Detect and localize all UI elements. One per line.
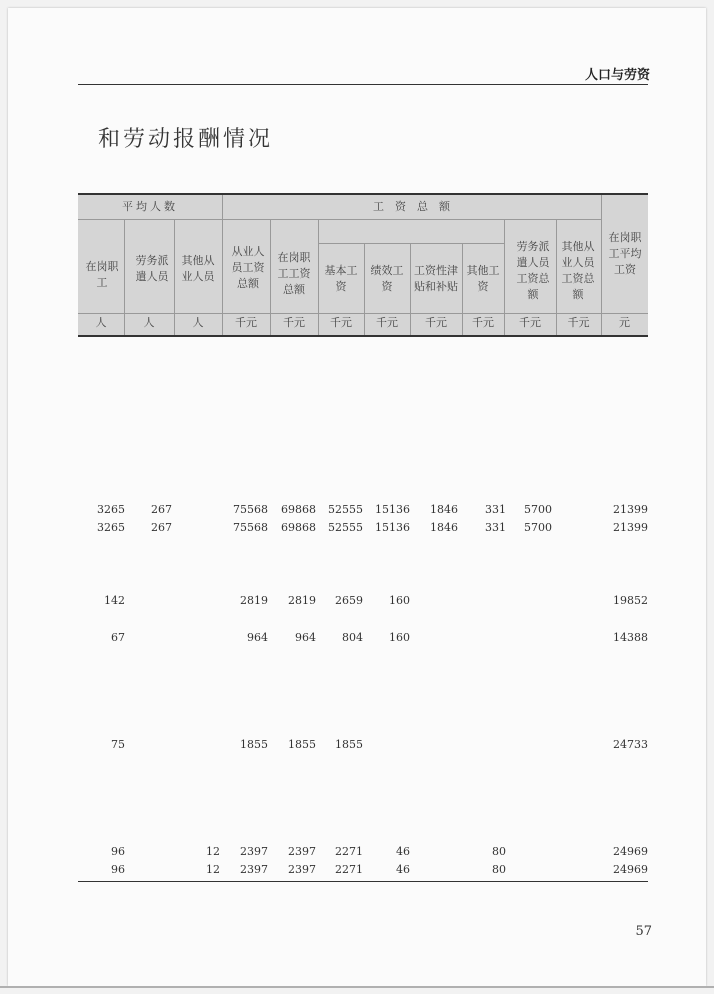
table-cell: 19852 — [613, 594, 648, 607]
header-group-average-count: 平均人数 — [122, 200, 178, 213]
header-line — [504, 219, 505, 335]
table-cell: 75568 — [233, 503, 268, 516]
header-other-employees-wage-text: 其他从业人员工资总额 — [561, 240, 595, 301]
table-cell: 24969 — [613, 845, 648, 858]
unit-total-wage: 千元 — [235, 316, 257, 329]
header-line — [556, 219, 557, 335]
header-line — [174, 219, 175, 335]
header-line — [78, 219, 601, 220]
header-average-wage-text: 在岗职工平均工资 — [608, 231, 642, 276]
header-line — [410, 243, 411, 335]
table-cell: 964 — [295, 631, 316, 644]
header-line — [222, 195, 223, 335]
table-cell: 3265 — [97, 503, 125, 516]
table-cell: 160 — [389, 594, 410, 607]
table-cell: 12 — [206, 863, 220, 876]
header-staff-wage-text: 在岗职工工资总额 — [277, 251, 311, 296]
table-cell: 160 — [389, 631, 410, 644]
table-cell: 2397 — [240, 845, 268, 858]
table-cell: 267 — [151, 521, 172, 534]
header-performance-wage-text: 绩效工资 — [370, 264, 404, 293]
header-allowance — [414, 251, 458, 307]
table-cell: 96 — [111, 863, 125, 876]
table-header — [78, 193, 648, 337]
header-other-employees-wage — [560, 231, 596, 311]
table-cell: 80 — [492, 863, 506, 876]
unit-performance-wage: 千元 — [376, 316, 398, 329]
table-cell: 52555 — [328, 521, 363, 534]
table-cell: 2819 — [288, 594, 316, 607]
table-cell: 80 — [492, 845, 506, 858]
unit-basic-wage: 千元 — [330, 316, 352, 329]
table-cell: 804 — [342, 631, 363, 644]
table-cell: 75 — [111, 738, 125, 751]
table-cell: 12 — [206, 845, 220, 858]
header-other-wage — [466, 259, 500, 299]
table-cell: 2659 — [335, 594, 363, 607]
header-line — [124, 219, 125, 335]
table-cell: 2397 — [288, 845, 316, 858]
unit-staff: 人 — [95, 316, 107, 329]
table-cell: 331 — [485, 521, 506, 534]
unit-allowance: 千元 — [425, 316, 447, 329]
header-allowance-text: 工资性津贴和补贴 — [414, 264, 458, 293]
table-cell: 69868 — [281, 503, 316, 516]
table-cell: 2397 — [288, 863, 316, 876]
header-dispatch-wage-text: 劳务派遣人员工资总额 — [516, 240, 550, 301]
table-cell: 15136 — [375, 503, 410, 516]
table-cell: 1846 — [430, 521, 458, 534]
unit-dispatch: 人 — [143, 316, 155, 329]
table-cell: 1846 — [430, 503, 458, 516]
table-cell: 5700 — [524, 521, 552, 534]
header-other-wage-text: 其他工资 — [466, 264, 500, 293]
header-basic-wage — [324, 259, 358, 299]
header-dispatch-wage — [512, 231, 554, 311]
page — [8, 8, 706, 986]
header-staff-text: 在岗职工 — [85, 260, 119, 289]
table-cell: 24969 — [613, 863, 648, 876]
table-cell: 331 — [485, 503, 506, 516]
header-average-wage — [608, 209, 642, 299]
header-line — [318, 219, 319, 335]
table-cell: 24733 — [613, 738, 648, 751]
header-performance-wage — [370, 259, 404, 299]
table-cell: 267 — [151, 503, 172, 516]
table-cell: 46 — [396, 845, 410, 858]
table-cell: 52555 — [328, 503, 363, 516]
section-label: 人口与劳资 — [584, 68, 650, 83]
table-cell: 2819 — [240, 594, 268, 607]
table-cell: 2271 — [335, 845, 363, 858]
unit-staff-wage: 千元 — [283, 316, 305, 329]
header-basic-wage-text: 基本工资 — [324, 264, 358, 293]
top-rule — [78, 84, 648, 85]
header-line — [318, 243, 504, 244]
table-cell: 14388 — [613, 631, 648, 644]
header-dispatch-text: 劳务派遣人员 — [135, 254, 169, 283]
table-cell: 1855 — [288, 738, 316, 751]
header-line — [78, 313, 648, 314]
page-title: 和劳动报酬情况 — [98, 127, 274, 152]
header-dispatch — [132, 239, 172, 299]
header-line — [601, 195, 602, 335]
table-cell: 2271 — [335, 863, 363, 876]
table-cell: 69868 — [281, 521, 316, 534]
unit-other-wage: 千元 — [472, 316, 494, 329]
table-cell: 15136 — [375, 521, 410, 534]
header-total-wage — [230, 231, 266, 305]
header-staff-wage — [276, 237, 312, 311]
unit-other-employees-wage: 千元 — [567, 316, 590, 329]
header-total-wage-text: 从业人员工资总额 — [231, 245, 265, 290]
scan-edge — [0, 986, 714, 988]
table-cell: 1855 — [240, 738, 268, 751]
table-cell: 1855 — [335, 738, 363, 751]
table-cell: 21399 — [613, 521, 648, 534]
header-line — [270, 219, 271, 335]
unit-other-employees: 人 — [192, 316, 204, 329]
header-other-employees — [180, 239, 216, 299]
unit-average-wage: 元 — [619, 316, 630, 329]
table-cell: 46 — [396, 863, 410, 876]
table-cell: 75568 — [233, 521, 268, 534]
header-other-employees-text: 其他从业人员 — [181, 254, 215, 283]
table-cell: 96 — [111, 845, 125, 858]
table-cell: 142 — [104, 594, 125, 607]
header-line — [462, 243, 463, 335]
table-cell: 5700 — [524, 503, 552, 516]
bottom-rule — [78, 881, 648, 882]
table-cell: 2397 — [240, 863, 268, 876]
table-cell: 67 — [111, 631, 125, 644]
page-number: 57 — [635, 924, 652, 939]
table-cell: 21399 — [613, 503, 648, 516]
table-cell: 964 — [247, 631, 268, 644]
header-line — [364, 243, 365, 335]
header-group-wage-total: 工 资 总 额 — [373, 200, 450, 213]
header-staff — [84, 247, 120, 303]
unit-dispatch-wage: 千元 — [519, 316, 541, 329]
table-cell: 3265 — [97, 521, 125, 534]
